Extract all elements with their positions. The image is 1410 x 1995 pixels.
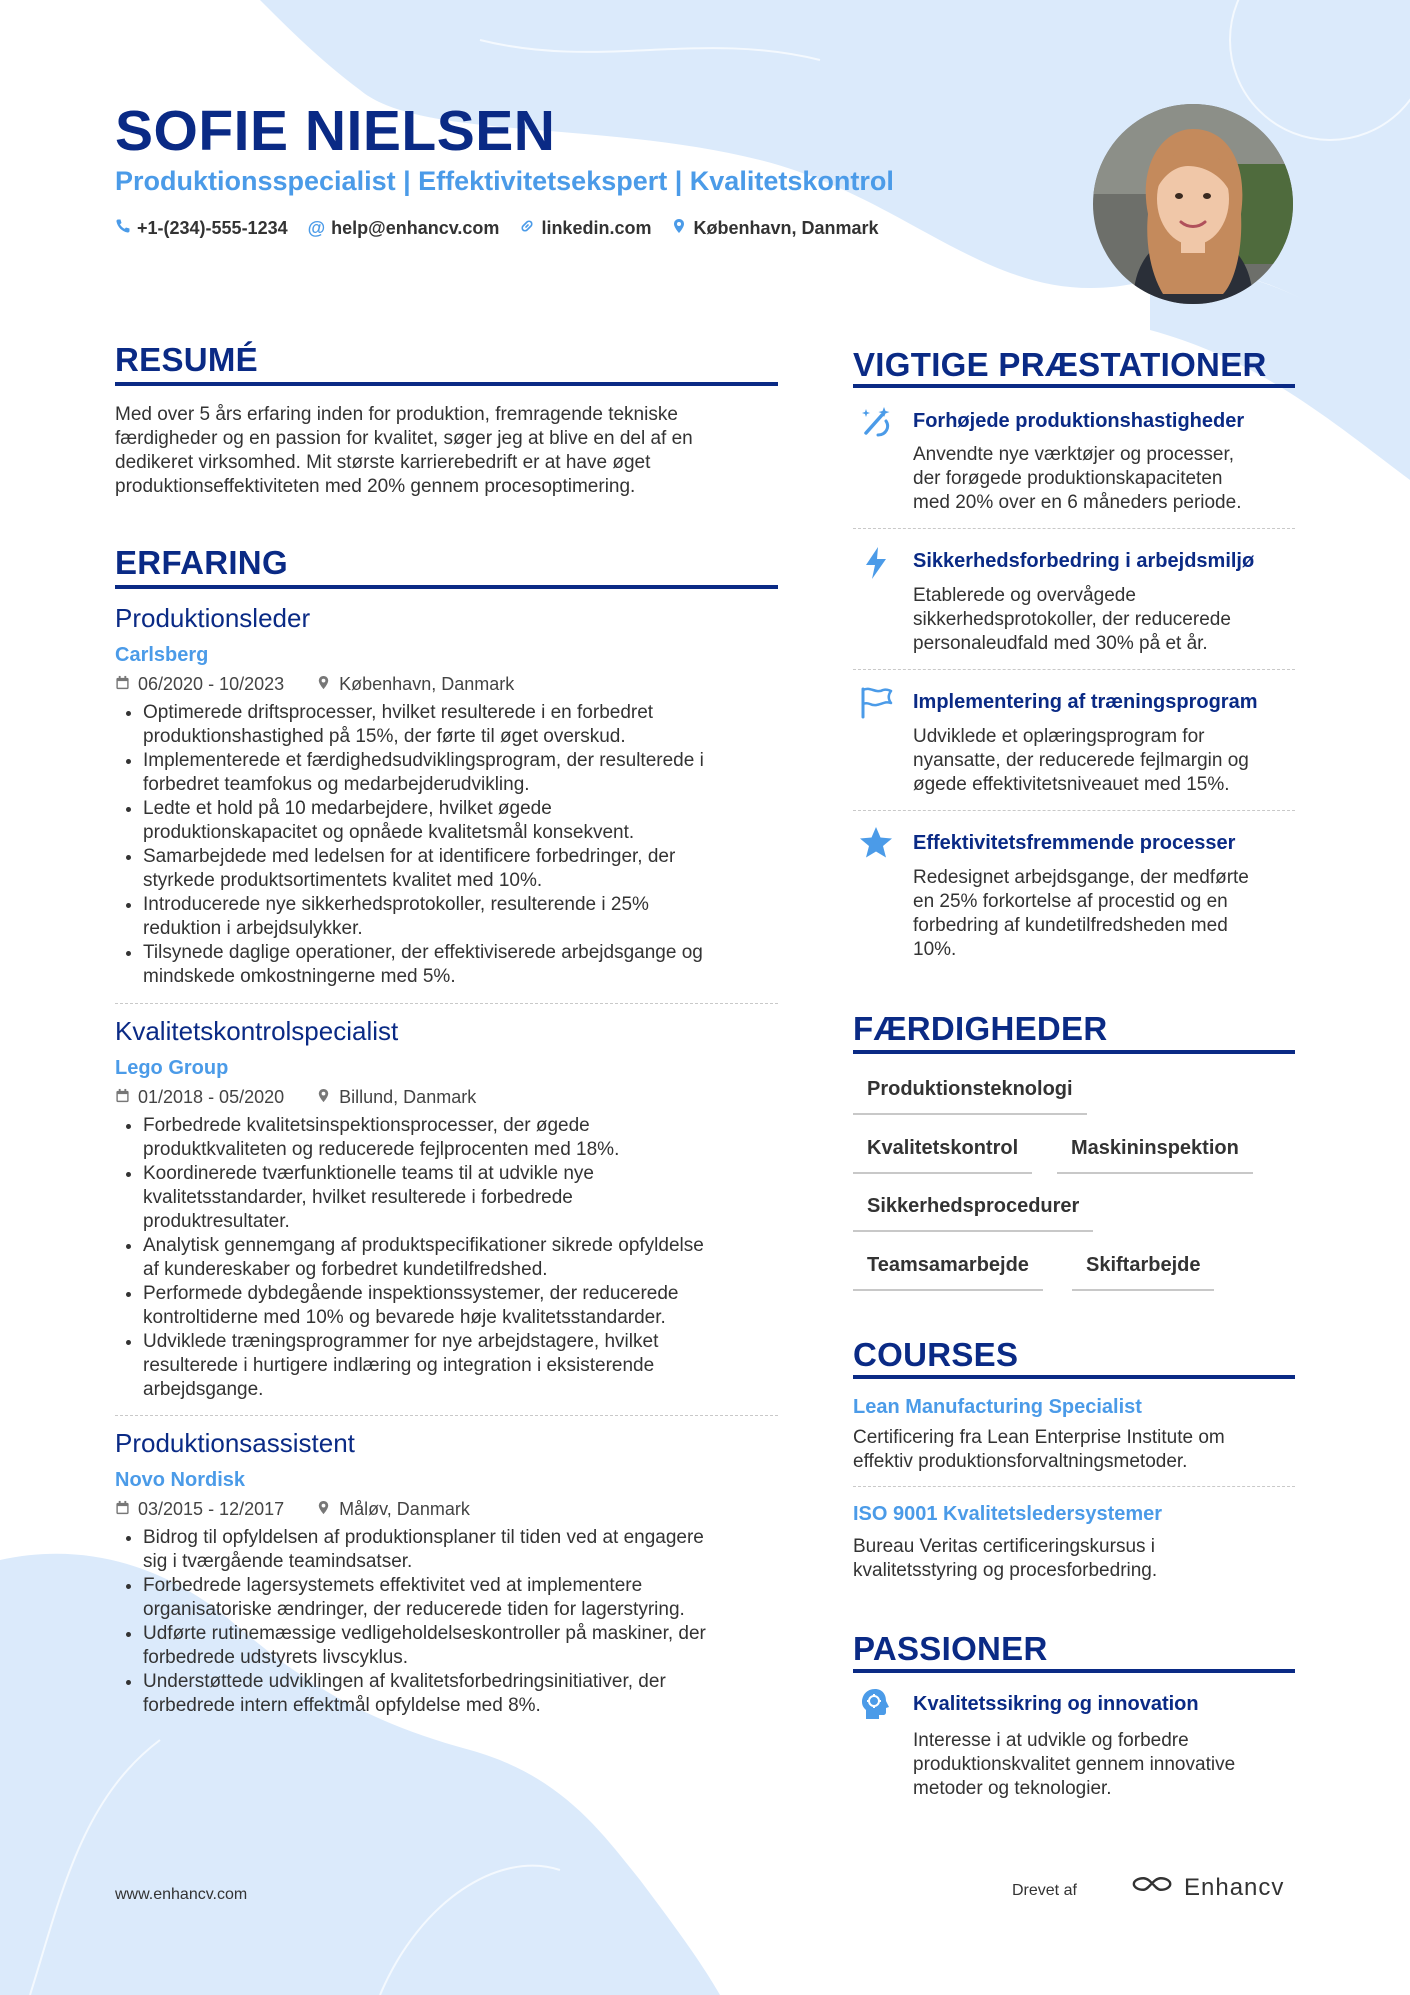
enhancv-logo-text: Enhancv bbox=[1184, 1873, 1285, 1901]
enhancv-logo[interactable] bbox=[1130, 1872, 1284, 1903]
courses-heading: COURSES bbox=[853, 1336, 1019, 1373]
linkedin-text[interactable]: linkedin.com bbox=[541, 218, 652, 238]
job-dates: 01/2018 - 05/2020 bbox=[138, 1087, 285, 1107]
head-icon bbox=[858, 1686, 894, 1727]
skill-tag: Teamsamarbejde bbox=[853, 1254, 1043, 1291]
location-pin-icon bbox=[671, 218, 687, 239]
summary-line: Med over 5 års erfaring inden for produktion, fremragende tekniske bbox=[115, 404, 678, 425]
list-item: • Samarbejdede med ledelsen for at identificere forbedringer, der styrkede produktsortimentets kvalitet med 10%. bbox=[143, 845, 798, 893]
contact-phone bbox=[115, 218, 288, 239]
experience-divider bbox=[115, 585, 778, 589]
achievement-description: Anvendte nye værktøjer og processer, der forøgede produktionskapaciteten med 20% over en 6 måneders periode. bbox=[913, 444, 1242, 513]
email-text[interactable]: help@enhancv.com bbox=[331, 218, 500, 238]
list-item: • Ledte et hold på 10 medarbejdere, hvilket øgede produktionskapacitet og opnåede kvalitetsmål konsekvent. bbox=[143, 797, 798, 845]
at-icon: @ bbox=[307, 218, 326, 238]
list-item: • Analytisk gennemgang af produktspecifikationer sikrede opfyldelse af kundereskaber og forbedret kundetilfredshed. bbox=[143, 1234, 798, 1282]
job-bullets bbox=[115, 1526, 798, 1718]
location-pin-icon bbox=[316, 1087, 331, 1108]
passion-title: Kvalitetssikring og innovation bbox=[913, 1693, 1199, 1715]
job-divider bbox=[115, 1003, 778, 1004]
skills-divider bbox=[853, 1050, 1295, 1054]
phone-icon bbox=[115, 218, 131, 239]
summary-divider bbox=[115, 382, 778, 386]
course-description: Bureau Veritas certificeringskursus i kvalitetsstyring og procesforbedring. bbox=[853, 1536, 1158, 1581]
contact-linkedin bbox=[519, 218, 651, 239]
courses-divider bbox=[853, 1375, 1295, 1379]
job-title: Produktionsleder bbox=[115, 603, 311, 633]
calendar-icon bbox=[115, 1499, 130, 1520]
list-item: • Forbedrede lagersystemets effektivitet ved at implementere organisatoriske ændringer, der reducerede tiden for lagerstyring. bbox=[143, 1574, 798, 1622]
summary-line: færdigheder og en passion for kvalitet, søger jeg at blive en del af en bbox=[115, 428, 693, 449]
achievement-description: Udviklede et oplæringsprogram for nyansatte, der reducerede fejlmargin og øgede effektivitetsniveauet med 15%. bbox=[913, 726, 1249, 795]
candidate-headline: Produktionsspecialist | Effektivitetsekspert | Kvalitetskontrol bbox=[115, 166, 894, 196]
enhancv-logo-icon bbox=[1130, 1872, 1176, 1903]
course-title: ISO 9001 Kvalitetsledersystemer bbox=[853, 1503, 1163, 1525]
summary-text bbox=[115, 403, 778, 499]
job-meta bbox=[115, 1087, 476, 1108]
calendar-icon bbox=[115, 1087, 130, 1108]
course-description: Certificering fra Lean Enterprise Institute om effektiv produktionsforvaltningsmetoder. bbox=[853, 1427, 1225, 1472]
achievement-title: Forhøjede produktionshastigheder bbox=[913, 410, 1245, 432]
skill-tag: Kvalitetskontrol bbox=[853, 1137, 1032, 1174]
link-icon bbox=[519, 218, 535, 239]
job-meta bbox=[115, 674, 514, 695]
experience-heading: ERFARING bbox=[115, 544, 288, 581]
skill-tag: Produktionsteknologi bbox=[853, 1078, 1087, 1115]
course-title: Lean Manufacturing Specialist bbox=[853, 1396, 1142, 1418]
achievement-divider bbox=[853, 528, 1295, 529]
passions-divider bbox=[853, 1669, 1295, 1673]
skill-tag: Skiftarbejde bbox=[1072, 1254, 1214, 1291]
list-item: • Optimerede driftsprocesser, hvilket resulterede i en forbedret produktionshastighed på 15%, der førte til øget overskud. bbox=[143, 701, 798, 749]
achievements-divider bbox=[853, 384, 1295, 388]
contact-location bbox=[671, 218, 878, 239]
job-meta bbox=[115, 1499, 470, 1520]
location-pin-icon bbox=[316, 1499, 331, 1520]
profile-photo bbox=[1093, 104, 1293, 304]
summary-line: dedikeret virksomhed. Mit største karrierebedrift er at have øget bbox=[115, 452, 651, 473]
skill-tag: Sikkerhedsprocedurer bbox=[853, 1195, 1093, 1232]
location-text: København, Danmark bbox=[693, 218, 879, 238]
achievement-description: Redesignet arbejdsgange, der medførte en 25% forkortelse af procestid og en forbedring af kundetilfredsheden med 10%. bbox=[913, 867, 1249, 960]
achievement-title: Sikkerhedsforbedring i arbejdsmiljø bbox=[913, 550, 1255, 572]
lightning-icon bbox=[858, 545, 894, 586]
contact-row bbox=[115, 218, 879, 239]
phone-text[interactable]: +1-(234)-555-1234 bbox=[137, 218, 288, 238]
job-company: Novo Nordisk bbox=[115, 1469, 246, 1491]
achievement-title: Effektivitetsfremmende processer bbox=[913, 832, 1236, 854]
skills-heading: FÆRDIGHEDER bbox=[853, 1010, 1108, 1047]
footer-website[interactable]: www.enhancv.com bbox=[115, 1886, 248, 1903]
list-item: • Introducerede nye sikkerhedsprotokoller, resulterende i 25% reduktion i arbejdsulykker. bbox=[143, 893, 798, 941]
job-title: Produktionsassistent bbox=[115, 1428, 355, 1458]
job-dates: 06/2020 - 10/2023 bbox=[138, 674, 285, 694]
list-item: • Koordinerede tværfunktionelle teams til at udvikle nye kvalitetsstandarder, hvilket resulterede i forbedrede produktresultater. bbox=[143, 1162, 798, 1234]
achievements-heading: VIGTIGE PRÆSTATIONER bbox=[853, 346, 1267, 383]
job-title: Kvalitetskontrolspecialist bbox=[115, 1016, 399, 1046]
job-company: Carlsberg bbox=[115, 644, 209, 666]
passions-heading: PASSIONER bbox=[853, 1630, 1048, 1667]
job-divider bbox=[115, 1415, 778, 1416]
list-item: • Performede dybdegående inspektionssystemer, der reducerede kontroltiderne med 10% og bevarede høje kvalitetsstandarder. bbox=[143, 1282, 798, 1330]
job-bullets bbox=[115, 1114, 798, 1402]
list-item: • Udførte rutinemæssige vedligeholdelseskontroller på maskiner, der forbedrede udstyrets livscyklus. bbox=[143, 1622, 798, 1670]
calendar-icon bbox=[115, 674, 130, 695]
job-company: Lego Group bbox=[115, 1057, 229, 1079]
footer-powered-by: Drevet af bbox=[1012, 1882, 1077, 1899]
job-location: København, Danmark bbox=[339, 674, 515, 694]
summary-line: produktionseffektiviteten med 20% gennem procesoptimering. bbox=[115, 476, 636, 497]
course-divider bbox=[853, 1486, 1295, 1487]
contact-email bbox=[308, 218, 500, 239]
location-pin-icon bbox=[316, 674, 331, 695]
job-location: Billund, Danmark bbox=[339, 1087, 477, 1107]
skill-tag: Maskininspektion bbox=[1057, 1137, 1253, 1174]
list-item: • Bidrog til opfyldelsen af produktionsplaner til tiden ved at engagere sig i tværgående teamindsatser. bbox=[143, 1526, 798, 1574]
flag-icon bbox=[858, 684, 894, 725]
achievement-divider bbox=[853, 810, 1295, 811]
achievement-title: Implementering af træningsprogram bbox=[913, 691, 1258, 713]
job-location: Måløv, Danmark bbox=[339, 1499, 470, 1519]
achievement-description: Etablerede og overvågede sikkerhedsprotokoller, der reducerede personaleudfald med 30% på et år. bbox=[913, 585, 1231, 654]
list-item: • Forbedrede kvalitetsinspektionsprocesser, der øgede produktkvaliteten og reducerede fejlprocenten med 18%. bbox=[143, 1114, 798, 1162]
job-bullets bbox=[115, 701, 798, 989]
list-item: • Tilsynede daglige operationer, der effektiviserede arbejdsgange og mindskede omkostningerne med 5%. bbox=[143, 941, 798, 989]
candidate-name: SOFIE NIELSEN bbox=[115, 99, 556, 163]
list-item: • Implementerede et færdighedsudviklingsprogram, der resulterede i forbedret teamfokus og medarbejderudvikling. bbox=[143, 749, 798, 797]
achievement-divider bbox=[853, 669, 1295, 670]
list-item: • Understøttede udviklingen af kvalitetsforbedringsinitiativer, der forbedrede intern effektmål opfyldelse med 8%. bbox=[143, 1670, 798, 1718]
wand-icon bbox=[858, 403, 894, 444]
passion-description: Interesse i at udvikle og forbedre produktionskvalitet gennem innovative metoder og teknologier. bbox=[913, 1730, 1236, 1799]
summary-heading: RESUMÉ bbox=[115, 341, 258, 378]
star-icon bbox=[858, 825, 894, 866]
job-dates: 03/2015 - 12/2017 bbox=[138, 1499, 285, 1519]
list-item: • Udviklede træningsprogrammer for nye arbejdstagere, hvilket resulterede i hurtigere indlæring og integration i eksisterende arbejdsgange. bbox=[143, 1330, 798, 1402]
